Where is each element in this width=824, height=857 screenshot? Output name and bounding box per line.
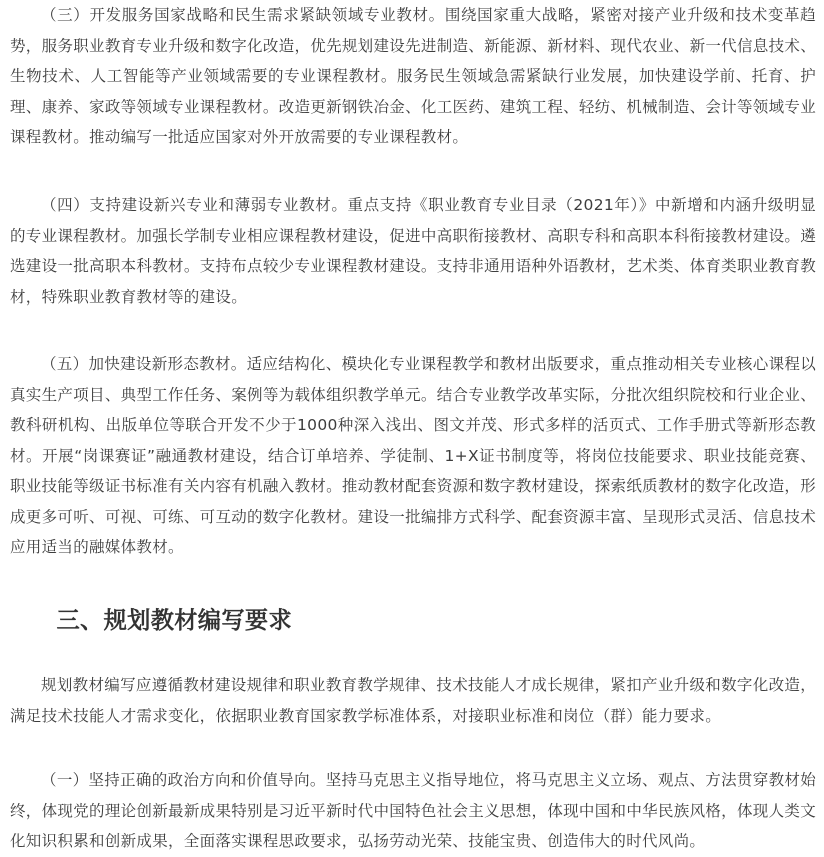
- paragraph-develop-urgent-field-textbooks: （三）开发服务国家战略和民生需求紧缺领域专业教材。围绕国家重大战略，紧密对接产业升级和技术变革趋势，服务职业教育专业升级和数字化改造，优先规划建设先进制造、新能源、新材料、现代农业、新一代信息技术、生物技术、人工智能等产业领域需要的专业课程教材。服务民生领域急需紧缺行业发展，加快建设学前、托育、护理、康养、家政等领域专业课程教材。改造更新钢铁冶金、化工医药、建筑工程、轻纺、机械制造、会计等领域专业课程教材。推动编写一批适应国家对外开放需要的专业课程教材。: [10, 6, 816, 146]
- paragraph-new-form-textbooks: （五）加快建设新形态教材。适应结构化、模块化专业课程教学和教材出版要求，重点推动相关专业核心课程以真实生产项目、典型工作任务、案例等为载体组织教学单元。结合专业教学改革实际，分批次组织院校和行业企业、教科研机构、出版单位等联合开发不少于1000种深入浅出、图文并茂、形式多样的活页式、工作手册式等新形态教材。开展“岗课赛证”融通教材建设，结合订单培养、学徒制、1+X证书制度等，将岗位技能要求、职业技能竞赛、职业技能等级证书标准有关内容有机融入教材。推动教材配套资源和数字教材建设，探索纸质教材的数字化改造，形成更多可听、可视、可练、可互动的数字化教材。建设一批编排方式科学、配套资源丰富、呈现形式灵活、信息技术应用适当的融媒体教材。: [10, 355, 816, 556]
- paragraph-section-intro: 规划教材编写应遵循教材建设规律和职业教育教学规律、技术技能人才成长规律，紧扣产业升级和数字化改造，满足技术技能人才需求变化，依据职业教育国家教学标准体系，对接职业标准和岗位（群）能力要求。: [10, 676, 816, 725]
- paragraph-political-direction: （一）坚持正确的政治方向和价值导向。坚持马克思主义指导地位，将马克思主义立场、观点、方法贯穿教材始终，体现党的理论创新最新成果特别是习近平新时代中国特色社会主义思想，体现中国和中华民族风格，体现人类文化知识积累和创新成果，全面落实课程思政要求，弘扬劳动光荣、技能宝贵、创造伟大的时代风尚。: [10, 771, 816, 850]
- section-heading: 三、规划教材编写要求: [56, 607, 293, 634]
- paragraph-new-and-weak-majors-textbooks: （四）支持建设新兴专业和薄弱专业教材。重点支持《职业教育专业目录（2021年）》中新增和内涵升级明显的专业课程教材。加强长学制专业相应课程教材建设，促进中高职衔接教材、高职专科和高职本科衔接教材建设。遴选建设一批高职本科教材。支持布点较少专业课程教材建设。支持非通用语种外语教材，艺术类、体育类职业教育教材，特殊职业教育教材等的建设。: [10, 196, 816, 306]
